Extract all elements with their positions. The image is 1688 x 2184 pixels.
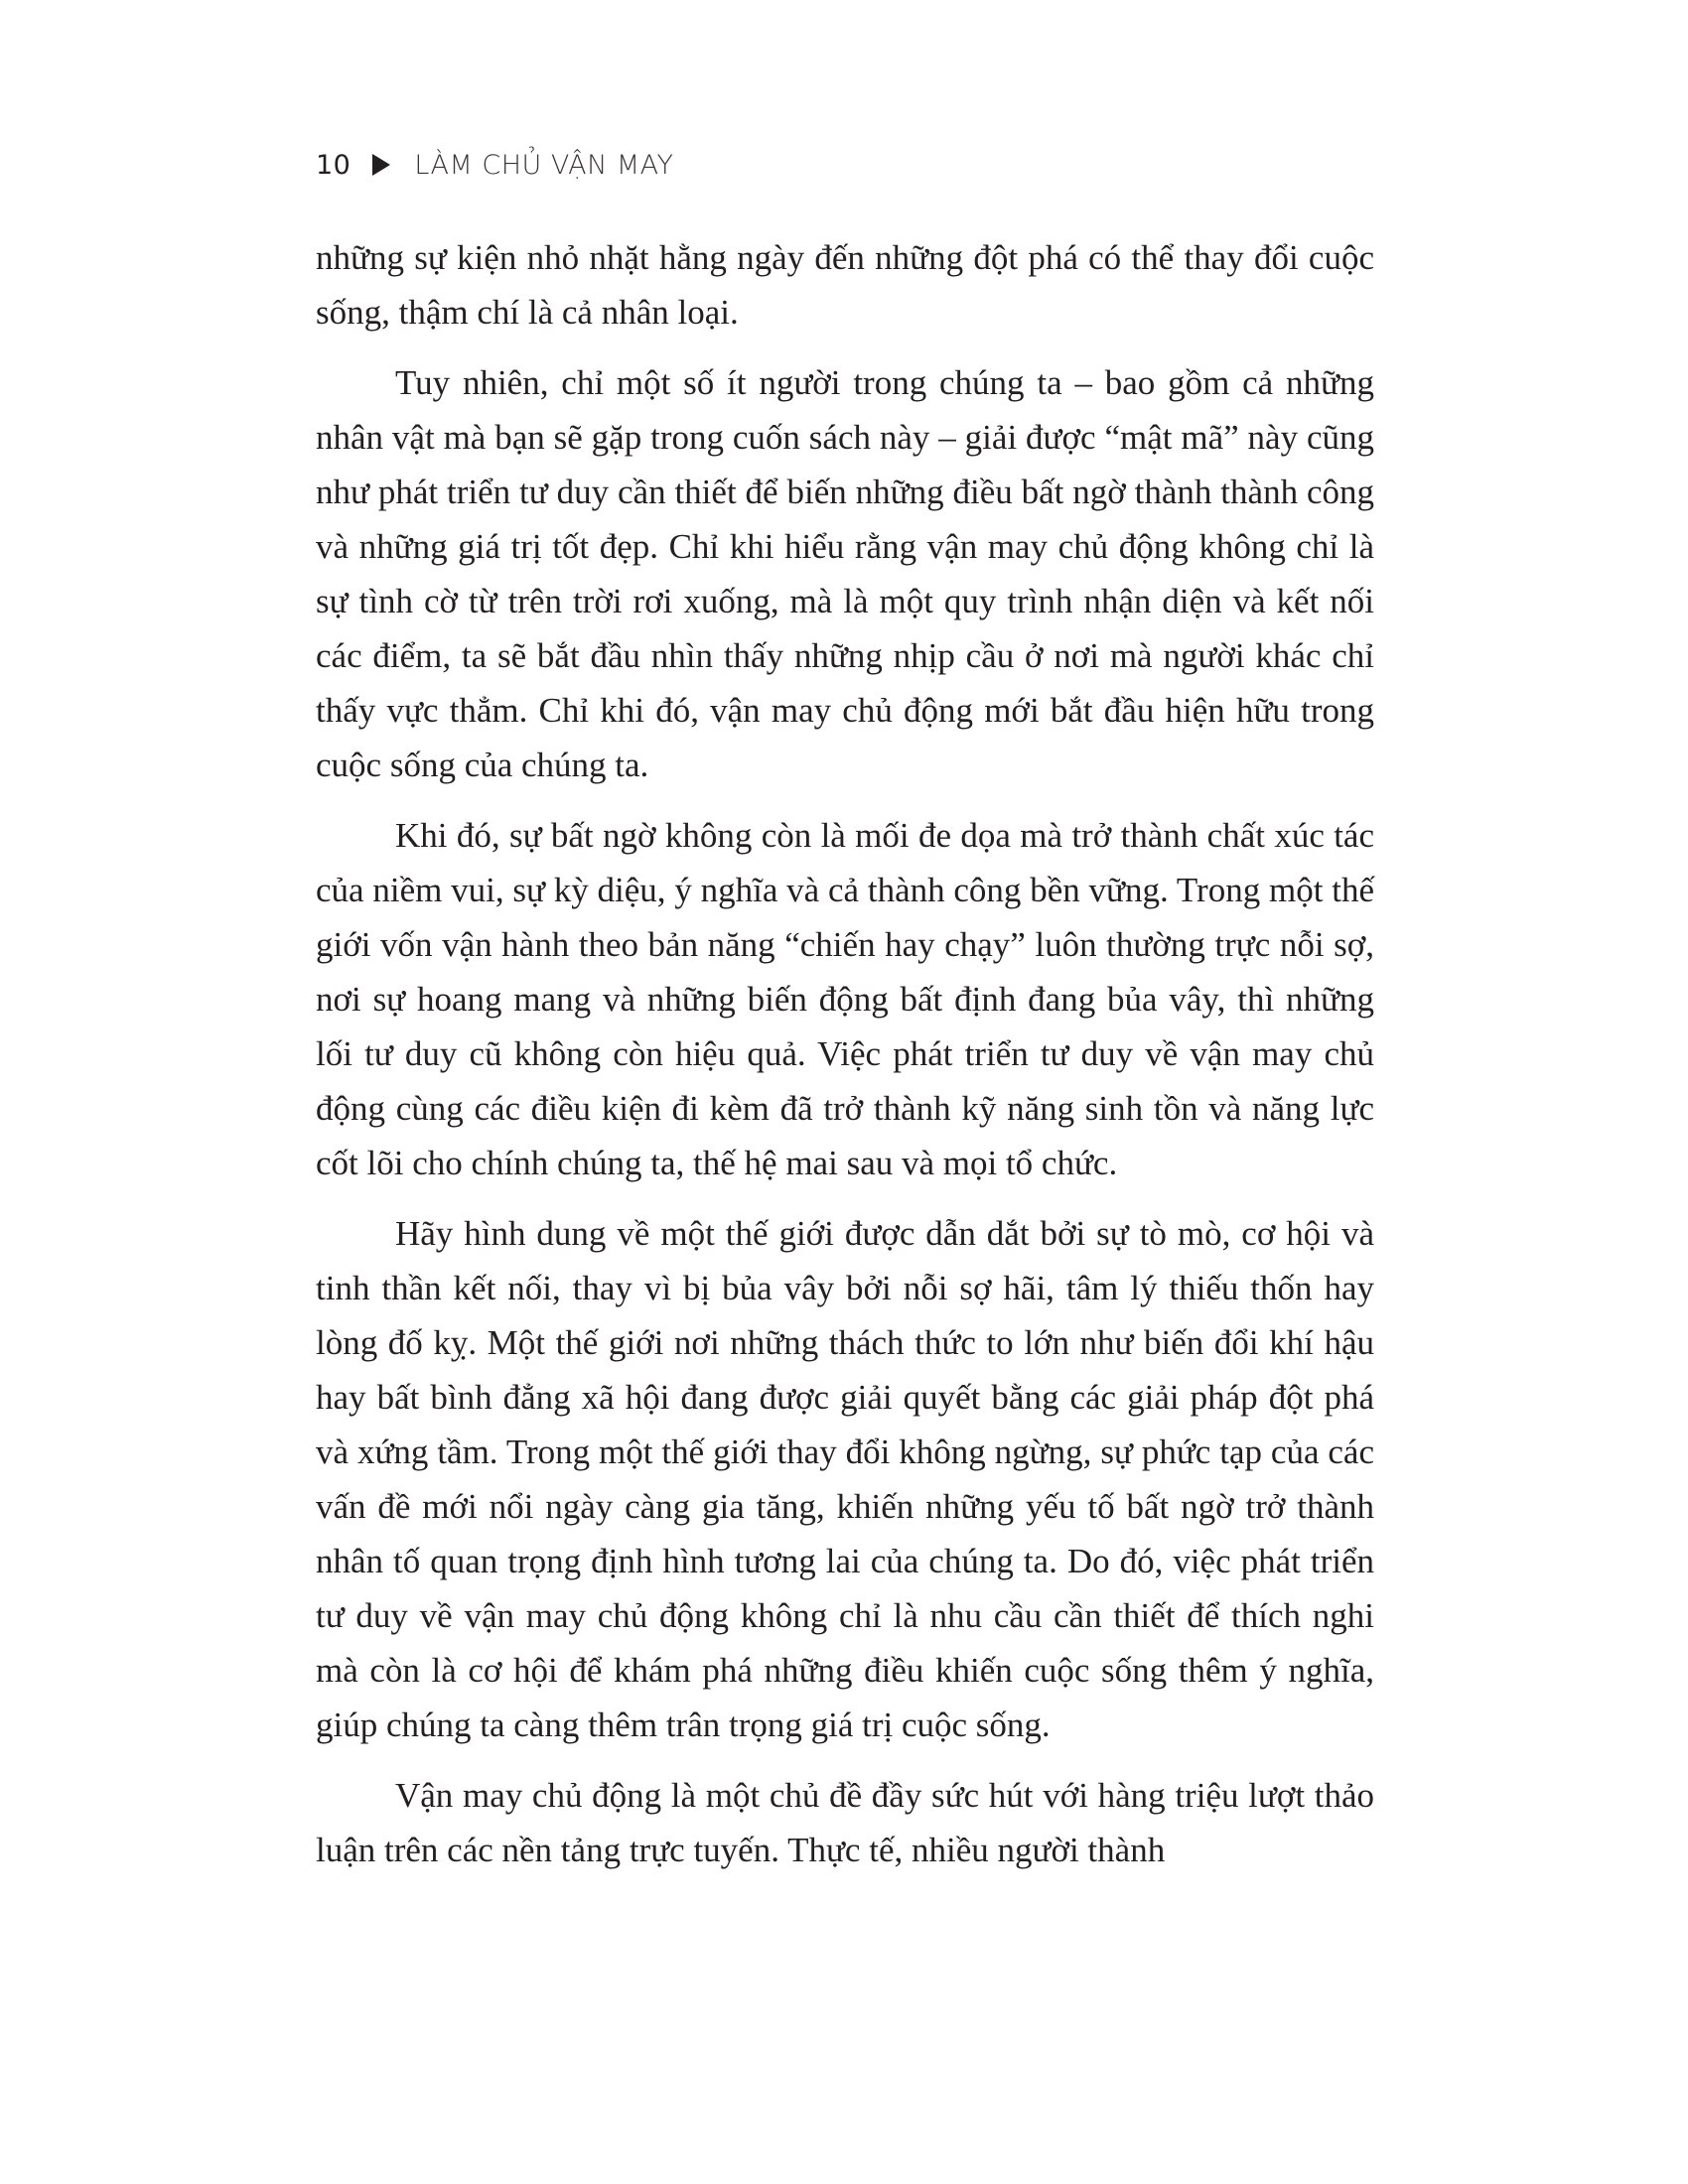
paragraph: Khi đó, sự bất ngờ không còn là mối đe dọa mà trở thành chất xúc tác của niềm vui, sự kỳ diệu, ý nghĩa và cả thành công bền vững. Trong một thế giới vốn vận hành theo bản năng “chiến hay chạy” luôn thường trực nỗi sợ, nơi sự hoang mang và những biến động bất định đang bủa vây, thì những lối tư duy cũ không còn hiệu quả. Việc phát triển tư duy về vận may chủ động cùng các điều kiện đi kèm đã trở thành kỹ năng sinh tồn và năng lực cốt lõi cho chính chúng ta, thế hệ mai sau và mọi tổ chức. — [316, 816, 1374, 1182]
paragraph: Tuy nhiên, chỉ một số ít người trong chúng ta – bao gồm cả những nhân vật mà bạn sẽ gặp trong cuốn sách này – giải được “mật mã” này cũng như phát triển tư duy cần thiết để biến những điều bất ngờ thành thành công và những giá trị tốt đẹp. Chỉ khi hiểu rằng vận may chủ động không chỉ là sự tình cờ từ trên trời rơi xuống, mà là một quy trình nhận diện và kết nối các điểm, ta sẽ bắt đầu nhìn thấy những nhịp cầu ở nơi mà người khác chỉ thấy vực thẳm. Chỉ khi đó, vận may chủ động mới bắt đầu hiện hữu trong cuộc sống của chúng ta. — [316, 363, 1374, 784]
running-head — [316, 145, 674, 185]
paragraph: Hãy hình dung về một thế giới được dẫn dắt bởi sự tò mò, cơ hội và tinh thần kết nối, thay vì bị bủa vây bởi nỗi sợ hãi, tâm lý thiếu thốn hay lòng đố kỵ. Một thế giới nơi những thách thức to lớn như biến đổi khí hậu hay bất bình đẳng xã hội đang được giải quyết bằng các giải pháp đột phá và xứng tầm. Trong một thế giới thay đổi không ngừng, sự phức tạp của các vấn đề mới nổi ngày càng gia tăng, khiến những yếu tố bất ngờ trở thành nhân tố quan trọng định hình tương lai của chúng ta. Do đó, việc phát triển tư duy về vận may chủ động không chỉ là nhu cầu cần thiết để thích nghi mà còn là cơ hội để khám phá những điều khiến cuộc sống thêm ý nghĩa, giúp chúng ta càng thêm trân trọng giá trị cuộc sống. — [316, 1214, 1374, 1744]
page-number: 10 — [316, 149, 352, 181]
right-triangle-icon — [372, 154, 390, 176]
paragraph-continued: những sự kiện nhỏ nhặt hằng ngày đến những đột phá có thể thay đổi cuộc sống, thậm chí là cả nhân loại. — [316, 238, 1374, 332]
body-text — [316, 230, 1374, 1893]
book-title: LÀM CHỦ VẬN MAY — [414, 149, 674, 181]
paragraph: Vận may chủ động là một chủ đề đầy sức hút với hàng triệu lượt thảo luận trên các nền tảng trực tuyến. Thực tế, nhiều người thành — [316, 1776, 1374, 1869]
